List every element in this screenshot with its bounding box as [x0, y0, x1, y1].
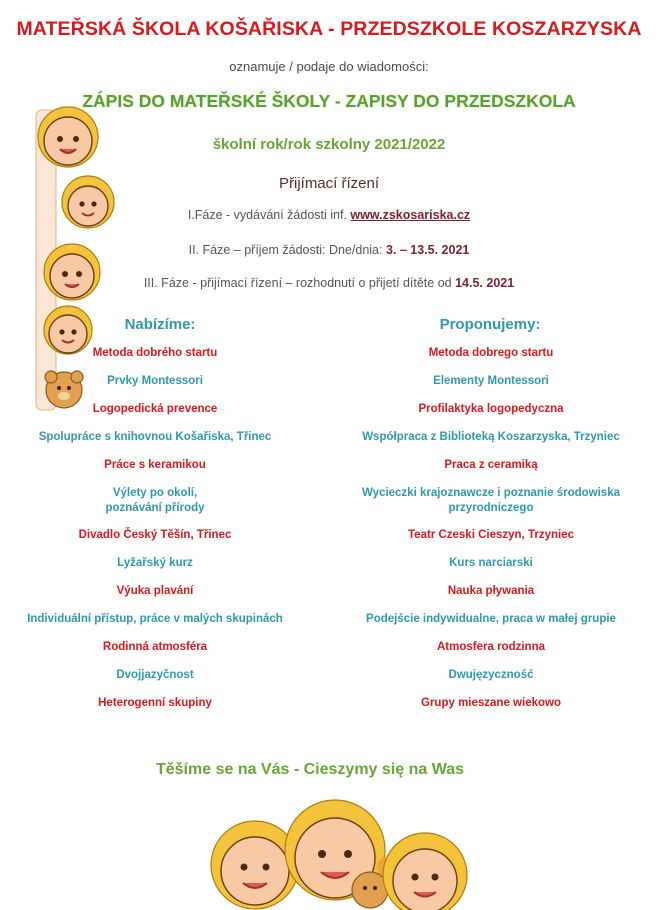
- list-item: Lyžařský kurz: [117, 557, 193, 569]
- offer-list-polish: [341, 346, 641, 724]
- list-item: Kurs narciarski: [449, 557, 533, 569]
- list-item: Wycieczki krajoznawcze i poznanie środowiska: [362, 487, 620, 499]
- offer-heading-polish: Proponujemy:: [439, 316, 541, 333]
- list-item: Heterogenní skupiny: [98, 697, 212, 709]
- phase-2-text: II. Fáze – příjem žádosti: Dne/dnia:: [188, 243, 383, 257]
- page-title: MATEŘSKÁ ŠKOLA KOŠAŘISKA - PRZEDSZKOLE KOSZARZYSKA: [16, 18, 642, 40]
- list-item: Praca z ceramiką: [444, 459, 538, 471]
- offer-heading-czech: Nabízíme:: [124, 316, 196, 333]
- phase-3: [100, 276, 558, 290]
- list-item: Atmosfera rodzinna: [437, 641, 545, 653]
- list-item: Výuka plavání: [116, 585, 194, 597]
- list-item: Profilaktyka logopedyczna: [418, 403, 564, 415]
- list-item: Grupy mieszane wiekowo: [421, 697, 561, 709]
- phase-3-text: III. Fáze - přijímací řízení – rozhodnutí o přijetí dítěte od: [143, 276, 452, 290]
- list-item: Výlety po okolí,: [112, 487, 198, 499]
- school-website-link[interactable]: www.zskosariska.cz: [350, 208, 471, 222]
- list-item: Rodinná atmosféra: [102, 641, 208, 653]
- phase-2: [100, 243, 558, 257]
- admission-procedure-title: Přijímací řízení: [278, 175, 380, 192]
- offer-list-czech: [5, 346, 305, 724]
- phase-1-text: I.Fáze - vydávání žádosti inf.: [187, 208, 347, 222]
- list-item: Elementy Montessori: [433, 375, 549, 387]
- phase-1: [100, 208, 558, 222]
- list-item: Logopedická prevence: [92, 403, 218, 415]
- page-subtitle: oznamuje / podaje do wiadomości:: [229, 59, 429, 74]
- school-year: školní rok/rok szkolny 2021/2022: [212, 136, 446, 153]
- list-item: przyrodniczego: [448, 502, 534, 514]
- phase-2-dates: 3. – 13.5. 2021: [385, 243, 470, 257]
- list-item: Teatr Czeski Cieszyn, Trzyniec: [408, 529, 574, 541]
- list-item: Dvojjazyčnost: [116, 669, 194, 681]
- list-item: Współpraca z Biblioteką Koszarzyska, Trzyniec: [362, 431, 620, 443]
- list-item: Metoda dobrého startu: [92, 347, 218, 359]
- list-item: Podejście indywidualne, praca w małej grupie: [366, 613, 616, 625]
- phase-3-date: 14.5. 2021: [455, 276, 515, 290]
- kids-bottom-illustration: [190, 790, 490, 910]
- list-item: Dwujęzyczność: [448, 669, 534, 681]
- list-item: Individuální přístup, práce v malých skupinách: [27, 613, 283, 625]
- list-item: Prvky Montessori: [107, 375, 203, 387]
- list-item: Spolupráce s knihovnou Košařiska, Třinec: [38, 431, 272, 443]
- list-item: Metoda dobrego startu: [428, 347, 554, 359]
- list-item: Nauka pływania: [447, 585, 535, 597]
- list-item: poznávání přírody: [105, 502, 205, 514]
- list-item: Divadlo Český Těšín, Třinec: [78, 529, 232, 541]
- enrollment-headline: ZÁPIS DO MATEŘSKÉ ŠKOLY - ZAPISY DO PRZEDSZKOLA: [82, 91, 576, 111]
- list-item: Práce s keramikou: [104, 459, 206, 471]
- closing-greeting: Těšíme se na Vás - Cieszymy się na Was: [155, 761, 464, 778]
